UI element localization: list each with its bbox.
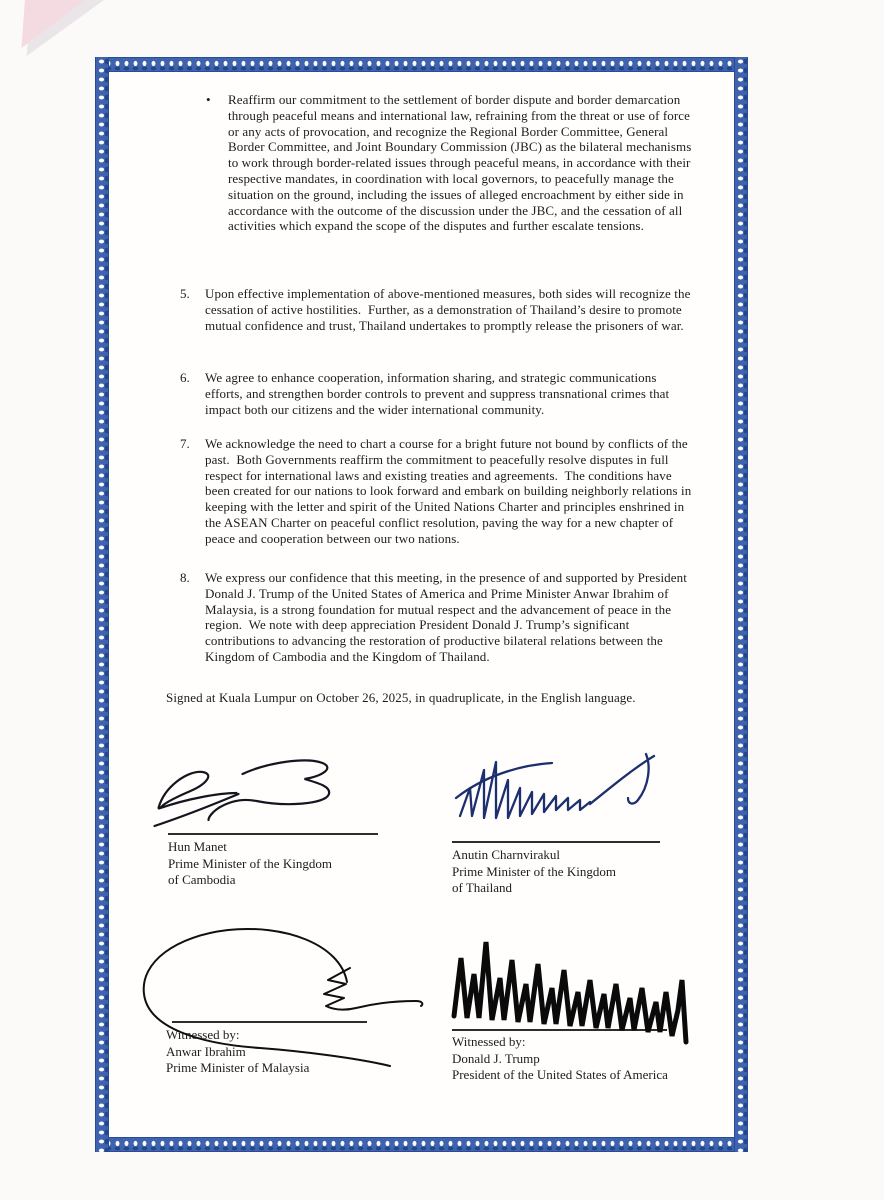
witness-title: President of the United States of America [452,1067,668,1082]
clause-8-text: We express our confidence that this meeting, in the presence of and supported by President Donald J. Trump of the United States of America and Prime Minister Anwar Ibrahim of Malaysia, is a strong foundation for mutual respect and the advancement of peace in the region. We note with deep appreciation President Donald J. Trump’s significant contributions to advancing the restoration of productive bilateral relations between the Kingdom of Cambodia and the Kingdom of Thailand. [205,570,691,664]
ornamental-border-left [95,57,109,1152]
clause-6-number: 6. [180,370,190,385]
clause-5-text: Upon effective implementation of above-mentioned measures, both sides will recognize the cessation of active hostilities. Further, as a demonstration of Thailand’s desire to promote mutual confidence and trust, Thailand undertakes to promptly release the prisoners of war. [205,286,694,333]
anutin-charnvirakul-signature [448,748,668,840]
donald-trump-signature [448,930,693,1045]
witness-label: Witnessed by: [166,1027,240,1042]
hun-manet-signature [142,750,377,835]
corner-page-artifact [18,0,104,56]
signatory-name: Anutin Charnvirakul [452,847,560,862]
signatory-title: Prime Minister of the Kingdom [452,863,616,879]
ornamental-border-top [95,57,748,72]
signatory-name: Hun Manet [168,839,227,854]
hun-manet-block [168,839,332,889]
signatory-title2: of Cambodia [168,872,236,887]
anutin-signature-line [452,841,660,843]
witness-name: Donald J. Trump [452,1050,540,1066]
witness-title: Prime Minister of Malaysia [166,1060,310,1075]
clause-8-number: 8. [180,570,190,585]
clause-6-text: We agree to enhance cooperation, information sharing, and strategic communications efforts, and strengthen border controls to prevent and suppress transnational crimes that impact both our citizens and the wider international community. [205,370,673,417]
signatory-title: Prime Minister of the Kingdom [168,855,332,871]
ornamental-border-bottom [95,1137,748,1152]
witness-name: Anwar Ibrahim [166,1043,246,1059]
signatory-title2: of Thailand [452,880,513,895]
anwar-ibrahim-signature [132,918,442,1068]
anutin-block [452,847,616,897]
clause-5-number: 5. [180,286,190,301]
witness-label: Witnessed by: [452,1034,526,1049]
clause-7-number: 7. [180,436,190,451]
bullet-marker: • [206,92,211,107]
bullet-paragraph: Reaffirm our commitment to the settlement of border dispute and border demarcation through peaceful means and international law, refraining from the threat or use of force or any acts of provocation, and recognize the Regional Border Committee, General Border Committee, and Joint Boundary Commission (JBC) as the bilateral mechanisms to work through border-related issues through peaceful means, in accordance with their respective mandates, in coordination with local governors, to peacefully manage the situation on the ground, including the issues of alleged encroachment by either side in accordance with the outcome of the discussion under the JBC, and the cessation of all activities which expand the scope of the disputes and further escalate tensions. [228,92,695,234]
signed-at-line: Signed at Kuala Lumpur on October 26, 2025, in quadruplicate, in the English language. [166,690,636,705]
clause-7-text: We acknowledge the need to chart a course for a bright future not bound by conflicts of the past. Both Governments reaffirm the commitment to peacefully resolve disputes in full respect for international laws and existing treaties and agreements. The conditions have been created for our nations to look forward and embark on building neighborly relations in keeping with the letter and spirit of the United Nations Charter and principles enshrined in the ASEAN Charter on peaceful conflict resolution, paving the way for a new chapter of peace and cooperation between our two nations. [205,436,695,546]
ornamental-border-right [734,57,748,1152]
